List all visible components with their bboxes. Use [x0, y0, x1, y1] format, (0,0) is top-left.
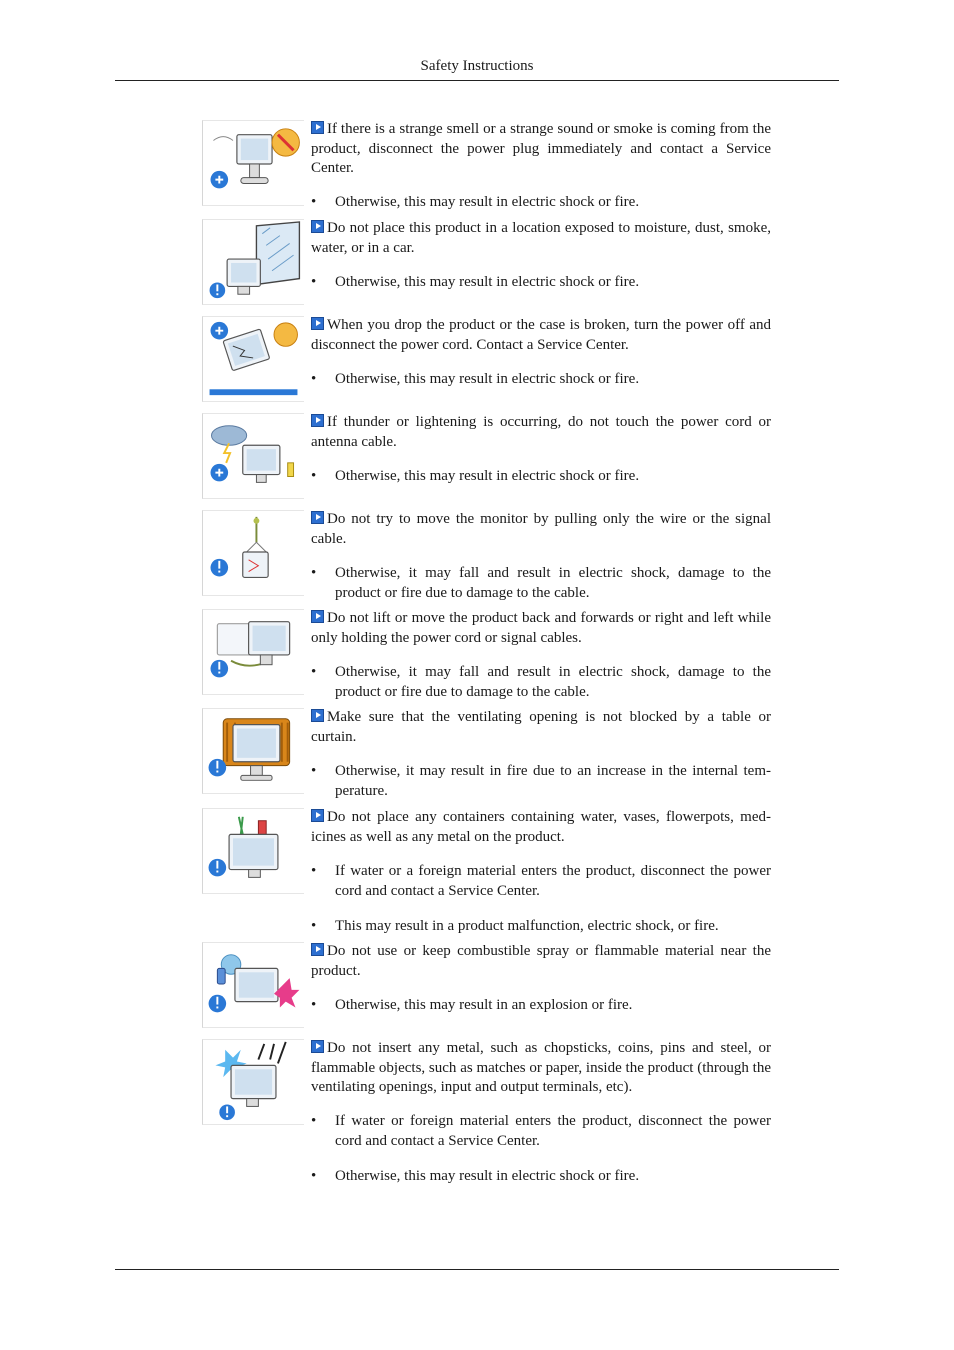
instruction-text: Do not use or keep combustible spray or flammable material near the product.: [311, 943, 771, 979]
flammable-spray-icon: [202, 942, 304, 1028]
play-arrow-icon: [311, 511, 324, 524]
bullet-item: • Otherwise, this may result in electric shock or fire.: [311, 371, 640, 387]
instruction-text: If thunder or lightening is occurring, do not touch the power cord or antenna cable.: [311, 414, 771, 450]
pulling-cable-icon: [202, 510, 304, 596]
inserting-metal-icon: [202, 1039, 304, 1125]
instruction-text: When you drop the product or the case is broken, turn the power off and disconnect the power cord. Contact a Service Center.: [311, 317, 771, 353]
instruction-text: If there is a strange smell or a strange sound or smoke is coming from the product, disconnect the power plug immediately and contact a Service Center.: [311, 121, 771, 176]
play-arrow-icon: [311, 610, 324, 623]
footer-rule: [115, 1269, 839, 1270]
page-header-title: Safety Instructions: [420, 58, 534, 74]
dropped-monitor-icon: [202, 316, 304, 402]
instruction-text: Do not lift or move the product back and forwards or right and left while only holding the power cord or signal cables.: [311, 610, 771, 646]
bullet-item: • Otherwise, this may result in electric shock or fire.: [311, 468, 640, 484]
instruction-text: Do not place any containers containing water, vases, flowerpots, med-icines as well as any metal on the product.: [311, 809, 771, 845]
play-arrow-icon: [311, 220, 324, 233]
moisture-window-icon: [202, 219, 304, 305]
lifting-cord-icon: [202, 609, 304, 695]
power-unplug-icon: [202, 120, 304, 206]
play-arrow-icon: [311, 943, 324, 956]
bullet-item: • If water or a foreign material enters the product, disconnect the power cord and contact a Service Center.: [311, 863, 771, 899]
play-arrow-icon: [311, 1040, 324, 1053]
instruction-text: Do not try to move the monitor by pulling only the wire or the signal cable.: [311, 511, 771, 547]
bullet-item: • Otherwise, it may fall and result in electric shock, damage to the product or fire due to damage to the cable.: [311, 565, 771, 601]
play-arrow-icon: [311, 414, 324, 427]
blocked-vent-icon: [202, 708, 304, 794]
play-arrow-icon: [311, 317, 324, 330]
instruction-text: Do not place this product in a location exposed to moisture, dust, smoke, water, or in a car.: [311, 220, 771, 256]
vase-on-monitor-icon: [202, 808, 304, 894]
play-arrow-icon: [311, 121, 324, 134]
instruction-text: Make sure that the ventilating opening is not blocked by a table or curtain.: [311, 709, 771, 745]
bullet-item: • Otherwise, this may result in an explosion or fire.: [311, 997, 633, 1013]
bullet-item: • Otherwise, it may fall and result in electric shock, damage to the product or fire due to damage to the cable.: [311, 664, 771, 700]
header-rule: [115, 80, 839, 81]
bullet-item: • Otherwise, this may result in electric shock or fire.: [311, 1168, 640, 1184]
bullet-item: • Otherwise, this may result in electric shock or fire.: [311, 194, 640, 210]
instruction-text: Do not insert any metal, such as chopsticks, coins, pins and steel, or flammable objects, such as matches or paper, inside the product (through the ventilating openings, input and output terminals, etc).: [311, 1040, 771, 1095]
bullet-item: • This may result in a product malfunction, electric shock, or fire.: [311, 918, 719, 934]
bullet-item: • If water or foreign material enters the product, disconnect the power cord and contact a Service Center.: [311, 1113, 771, 1149]
play-arrow-icon: [311, 809, 324, 822]
bullet-item: • Otherwise, it may result in fire due to an increase in the internal tem-perature.: [311, 763, 771, 799]
play-arrow-icon: [311, 709, 324, 722]
thunder-storm-icon: [202, 413, 304, 499]
bullet-item: • Otherwise, this may result in electric shock or fire.: [311, 274, 640, 290]
